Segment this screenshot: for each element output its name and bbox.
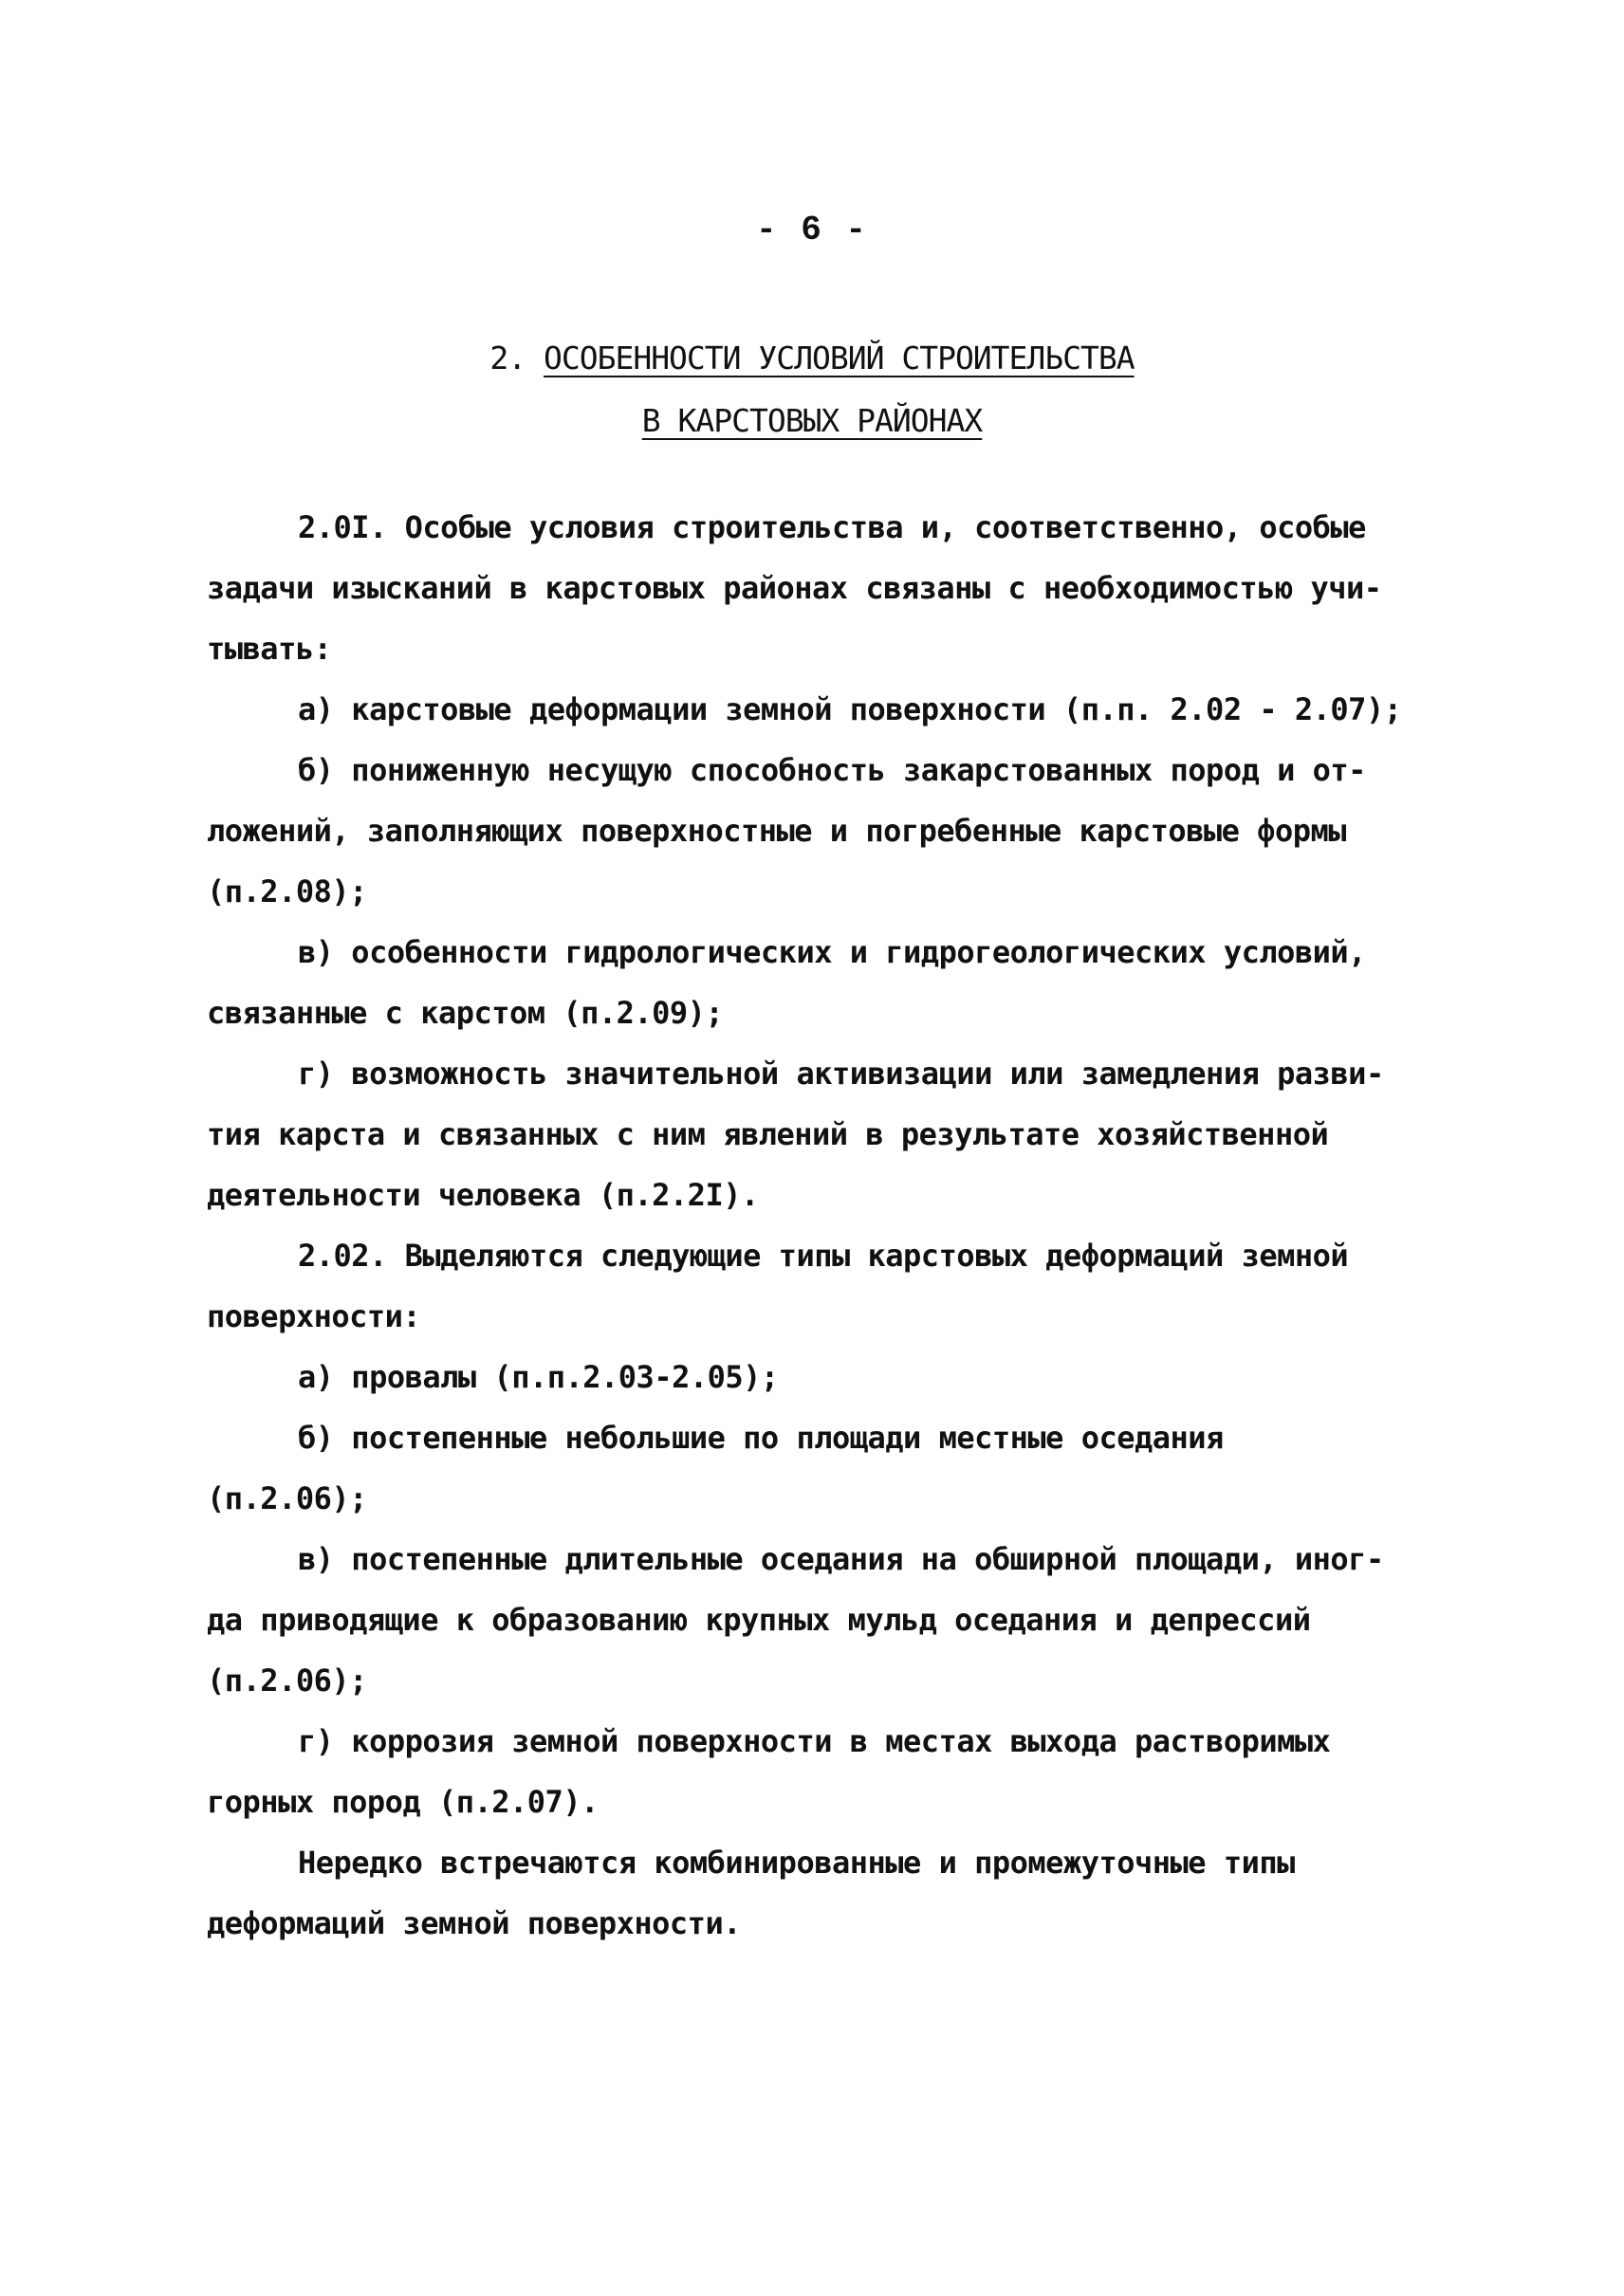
paragraph-2-02-line-2: поверхности: <box>207 1298 421 1334</box>
section-title-line-1: ОСОБЕННОСТИ УСЛОВИЙ СТРОИТЕЛЬСТВА <box>543 340 1135 377</box>
section-number: 2. <box>489 340 526 377</box>
list-item-b-line-2: ложений, заполняющих поверхностные и погребенные карстовые формы <box>207 813 1346 849</box>
type-item-g-line-1: г) коррозия земной поверхности в местах выхода растворимых <box>298 1723 1331 1759</box>
list-item-b-line-1: б) пониженную несущую способность закарстованных пород и от- <box>298 752 1366 788</box>
paragraph-2-01-line-1: 2.0I. Особые условия строительства и, соответственно, особые <box>298 509 1366 545</box>
paragraph-2-01-line-3: тывать: <box>207 631 332 667</box>
paragraph-2-01-line-2: задачи изысканий в карстовых районах связаны с необходимостью учи- <box>207 570 1382 606</box>
type-item-b-line-1: б) постепенные небольшие по площади местные оседания <box>298 1420 1224 1456</box>
type-item-v-line-2: да приводящие к образованию крупных мульд оседания и депрессий <box>207 1602 1311 1638</box>
type-item-v-line-1: в) постепенные длительные оседания на обширной площади, иног- <box>298 1541 1384 1577</box>
page-number: - 6 - <box>755 211 869 249</box>
section-heading-line-2 <box>0 402 1624 439</box>
list-item-v-line-2: связанные с карстом (п.2.09); <box>207 995 724 1031</box>
list-item-g-line-3: деятельности человека (п.2.2I). <box>207 1177 759 1213</box>
section-title-line-2: В КАРСТОВЫХ РАЙОНАХ <box>641 402 983 439</box>
type-item-v-line-3: (п.2.06); <box>207 1662 367 1699</box>
paragraph-2-02-line-1: 2.02. Выделяются следующие типы карстовых деформаций земной <box>298 1238 1349 1274</box>
list-item-g-line-2: тия карста и связанных с ним явлений в результате хозяйственной <box>207 1116 1329 1152</box>
closing-paragraph-line-2: деформаций земной поверхности. <box>207 1905 741 1941</box>
list-item-b-line-3: (п.2.08); <box>207 873 367 909</box>
list-item-v-line-1: в) особенности гидрологических и гидрогеологических условий, <box>298 934 1366 970</box>
closing-paragraph-line-1: Нередко встречаются комбинированные и промежуточные типы <box>298 1845 1295 1881</box>
type-item-a: а) провалы (п.п.2.03-2.05); <box>298 1359 779 1395</box>
type-item-b-line-2: (п.2.06); <box>207 1480 367 1516</box>
section-heading-line-1 <box>0 340 1624 377</box>
type-item-g-line-2: горных пород (п.2.07). <box>207 1784 599 1820</box>
list-item-g-line-1: г) возможность значительной активизации или замедления разви- <box>298 1056 1384 1092</box>
list-item-a: а) карстовые деформации земной поверхности (п.п. 2.02 - 2.07); <box>298 691 1402 727</box>
